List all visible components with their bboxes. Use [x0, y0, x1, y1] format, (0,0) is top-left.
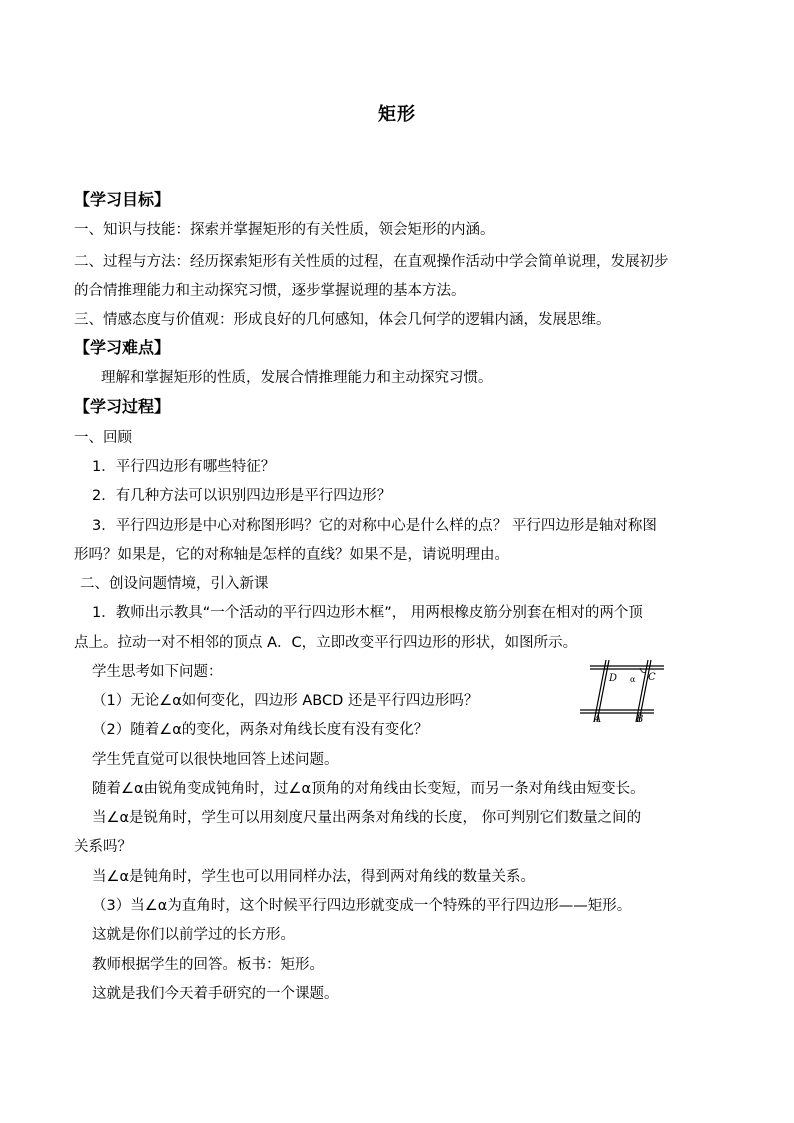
review-item-3a: 3．平行四边形是中心对称图形吗？它的对称中心是什么样的点？ 平行四边形是轴对称图: [92, 518, 657, 534]
scene-item-1a: 1．教师出示教具“一个活动的平行四边形木框”， 用两根橡皮筋分别套在相对的两个顶: [92, 605, 643, 621]
scene-q2: （2）随着∠α的变化，两条对角线长度有没有变化？: [92, 722, 429, 738]
scene-diagonal-change: 随着∠α由锐角变成钝角时，过∠α顶角的对角线由长变短，而另一条对角线由短变长。: [92, 781, 645, 797]
heading-process: 【学习过程】: [74, 397, 171, 416]
goal-attitude: 三、情感态度与价值观：形成良好的几何感知，体会几何学的逻辑内涵，发展思维。: [74, 312, 611, 328]
page-title: 矩形: [378, 104, 416, 125]
scene-board: 教师根据学生的回答。板书：矩形。: [92, 957, 324, 973]
label-c: C: [648, 672, 656, 683]
scene-think: 学生思考如下问题：: [92, 664, 223, 680]
parallelogram-frame-figure: [578, 658, 670, 724]
scene-obtuse: 当∠α是钝角时，学生也可以用同样办法，得到两对角线的数量关系。: [92, 869, 536, 885]
difficulty-text: 理解和掌握矩形的性质，发展合情推理能力和主动探究习惯。: [101, 370, 493, 386]
heading-difficulty: 【学习难点】: [74, 338, 171, 357]
label-alpha: α: [630, 675, 636, 684]
review-item-1: 1．平行四边形有哪些特征？: [92, 459, 276, 475]
heading-goals: 【学习目标】: [74, 190, 171, 209]
scene-acute-a: 当∠α是锐角时，学生可以用刻度尺量出两条对角线的长度， 你可判别它们数量之间的: [92, 810, 642, 826]
review-item-3b: 形吗？如果是，它的对称轴是怎样的直线？如果不是，请说明理由。: [74, 547, 509, 563]
scene-answer: 学生凭直觉可以很快地回答上述问题。: [92, 752, 339, 768]
scene-acute-b: 关系吗？: [74, 839, 132, 855]
goal-process-1: 二、过程与方法：经历探索矩形有关性质的过程，在直观操作活动中学会简单说理，发展初步: [74, 254, 669, 270]
scene-q1: （1）无论∠α如何变化，四边形 ABCD 还是平行四边形吗？: [92, 693, 479, 709]
scene-rectangle: 这就是你们以前学过的长方形。: [92, 927, 295, 943]
review-item-2: 2．有几种方法可以识别四边形是平行四边形？: [92, 488, 392, 504]
review-title: 一、回顾: [74, 430, 132, 446]
label-d: D: [609, 673, 618, 684]
goal-knowledge: 一、知识与技能：探索并掌握矩形的有关性质，领会矩形的内涵。: [74, 222, 495, 238]
scene-topic: 这就是我们今天着手研究的一个课题。: [92, 986, 339, 1002]
scene-item-1b: 点上。拉动一对不相邻的顶点 A．C，立即改变平行四边形的形状，如图所示。: [74, 635, 578, 651]
scene-q3: （3）当∠α为直角时，这个时候平行四边形就变成一个特殊的平行四边形——矩形。: [92, 898, 632, 914]
label-b: B: [636, 714, 644, 724]
label-a: A: [594, 714, 602, 724]
scene-title: 二、创设问题情境，引入新课: [80, 576, 269, 592]
goal-process-2: 的合情推理能力和主动探究习惯，逐步掌握说理的基本方法。: [74, 283, 466, 299]
